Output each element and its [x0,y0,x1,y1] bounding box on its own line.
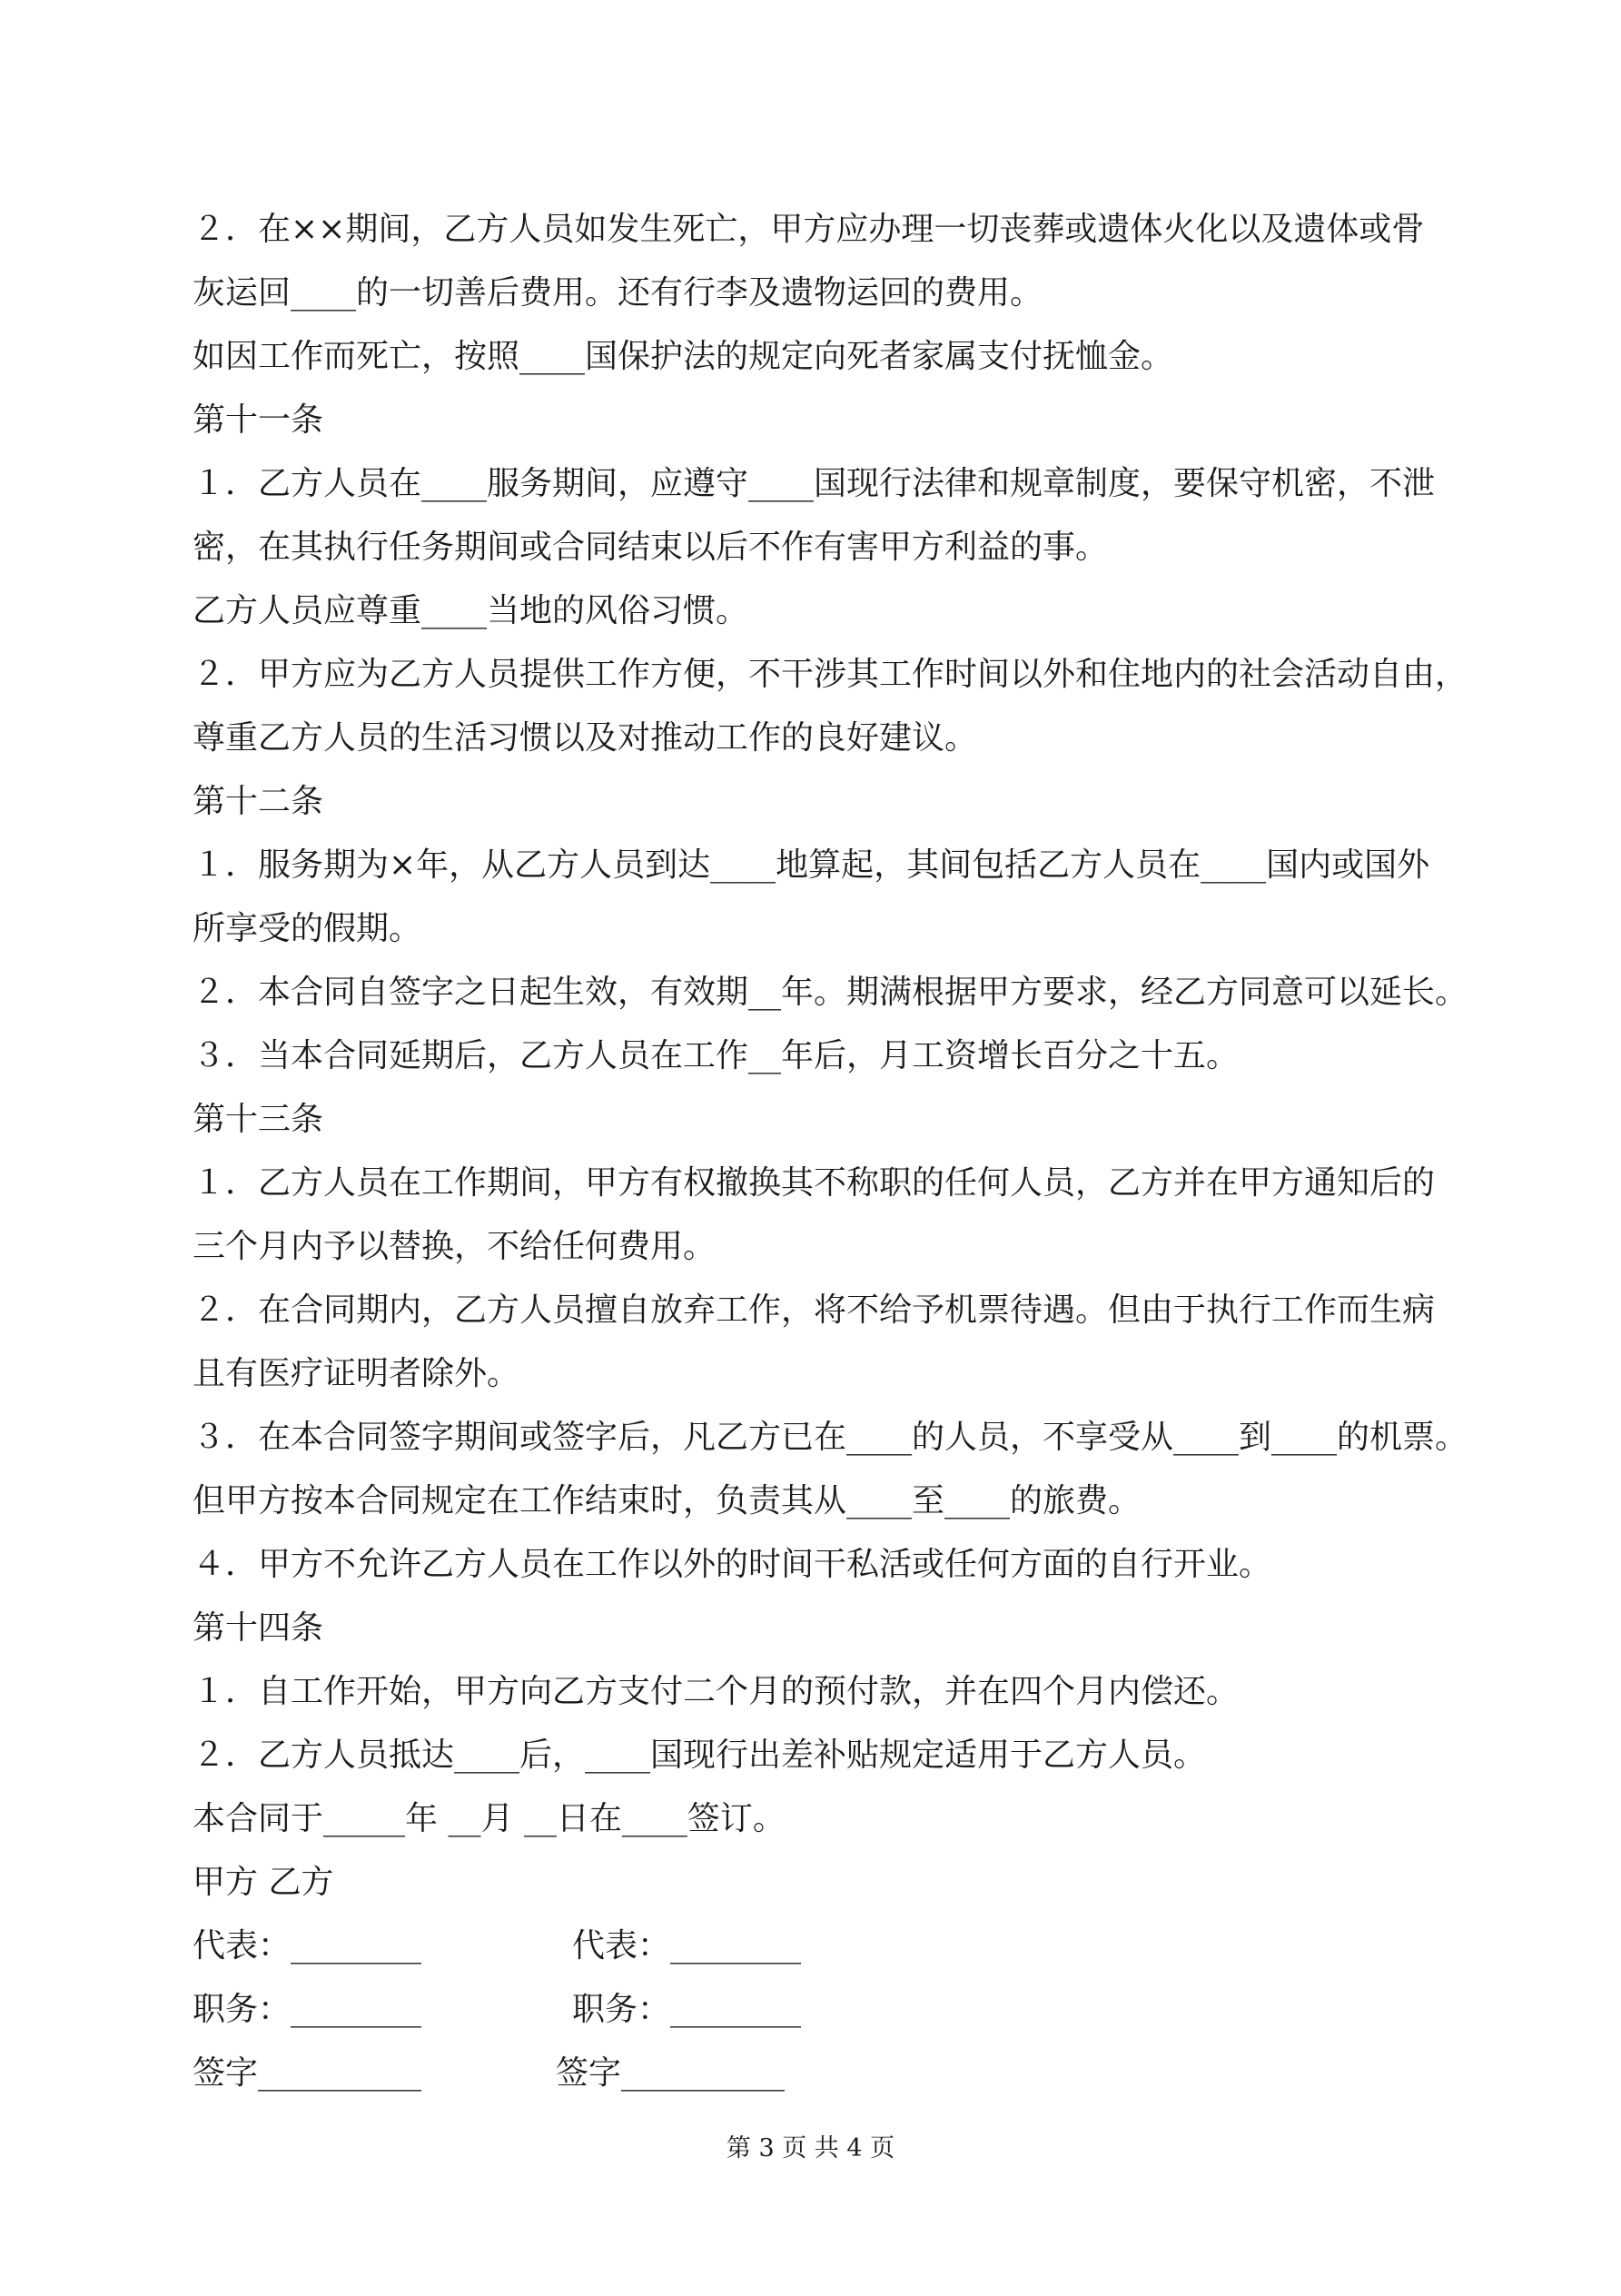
party-a-representative: 代表：________ [193,1927,422,1964]
party-a-position: 职务：________ [193,1991,422,2028]
text-line: ２．本合同自签字之日起生效，有效期__年。期满根据甲方要求，经乙方同意可以延长。 [193,974,1468,1011]
text-line: ２．乙方人员抵达____后，____国现行出差补贴规定适用于乙方人员。 [193,1737,1207,1774]
text-line: 尊重乙方人员的生活习惯以及对推动工作的良好建议。 [193,719,978,757]
signing-date-line: 本合同于_____年 __月 __日在____签订。 [193,1800,786,1837]
text-line: ２．在合同期内，乙方人员擅自放弃工作，将不给予机票待遇。但由于执行工作而生病 [193,1292,1436,1329]
text-line: 如因工作而死亡，按照____国保护法的规定向死者家属支付抚恤金。 [193,338,1174,375]
text-line: 乙方人员应尊重____当地的风俗习惯。 [193,592,749,629]
article-heading: 第十四条 [193,1609,324,1647]
text-line: １．自工作开始，甲方向乙方支付二个月的预付款，并在四个月内偿还。 [193,1673,1240,1710]
text-line: 所享受的假期。 [193,910,422,947]
party-a-signature: 签字__________ [193,2054,422,2092]
text-line: ３．在本合同签字期间或签字后，凡乙方已在____的人员，不享受从____到____的机票。 [193,1419,1468,1456]
signature-row [193,2042,1446,2105]
article-heading: 第十三条 [193,1101,324,1138]
parties-line: 甲方 乙方 [193,1864,334,1901]
article-heading: 第十二条 [193,783,324,820]
text-line: 但甲方按本合同规定在工作结束时，负责其从____至____的旅费。 [193,1482,1142,1519]
text-line: １．乙方人员在____服务期间，应遵守____国现行法律和规章制度，要保守机密，不泄 [193,465,1436,502]
party-b-position: 职务：________ [572,1991,802,2028]
contract-body [193,198,1468,2105]
text-line: 灰运回____的一切善后费用。还有行李及遗物运回的费用。 [193,274,1043,312]
text-line: １．乙方人员在工作期间，甲方有权撤换其不称职的任何人员，乙方并在甲方通知后的 [193,1164,1436,1202]
text-line: 密，在其执行任务期间或合同结束以后不作有害甲方利益的事。 [193,529,1109,566]
party-b-representative: 代表：________ [572,1927,802,1964]
text-line: １．服务期为×年，从乙方人员到达____地算起，其间包括乙方人员在____国内或国外 [193,846,1430,884]
position-row [193,1978,1446,2042]
text-line: ４．甲方不允许乙方人员在工作以外的时间干私活或任何方面的自行开业。 [193,1546,1272,1583]
text-line: ２．甲方应为乙方人员提供工作方便，不干涉其工作时间以外和住地内的社会活动自由， [193,656,1468,693]
representative-row [193,1915,1446,1978]
text-line: 且有医疗证明者除外。 [193,1355,520,1392]
party-b-signature: 签字__________ [556,2054,786,2092]
text-line: ２．在××期间，乙方人员如发生死亡，甲方应办理一切丧葬或遗体火化以及遗体或骨 [193,211,1425,248]
text-line: 三个月内予以替换，不给任何费用。 [193,1228,717,1265]
page-number: 第 3 页 共 4 页 [726,2134,895,2162]
article-heading: 第十一条 [193,401,324,439]
text-line: ３．当本合同延期后，乙方人员在工作__年后，月工资增长百分之十五。 [193,1037,1240,1074]
